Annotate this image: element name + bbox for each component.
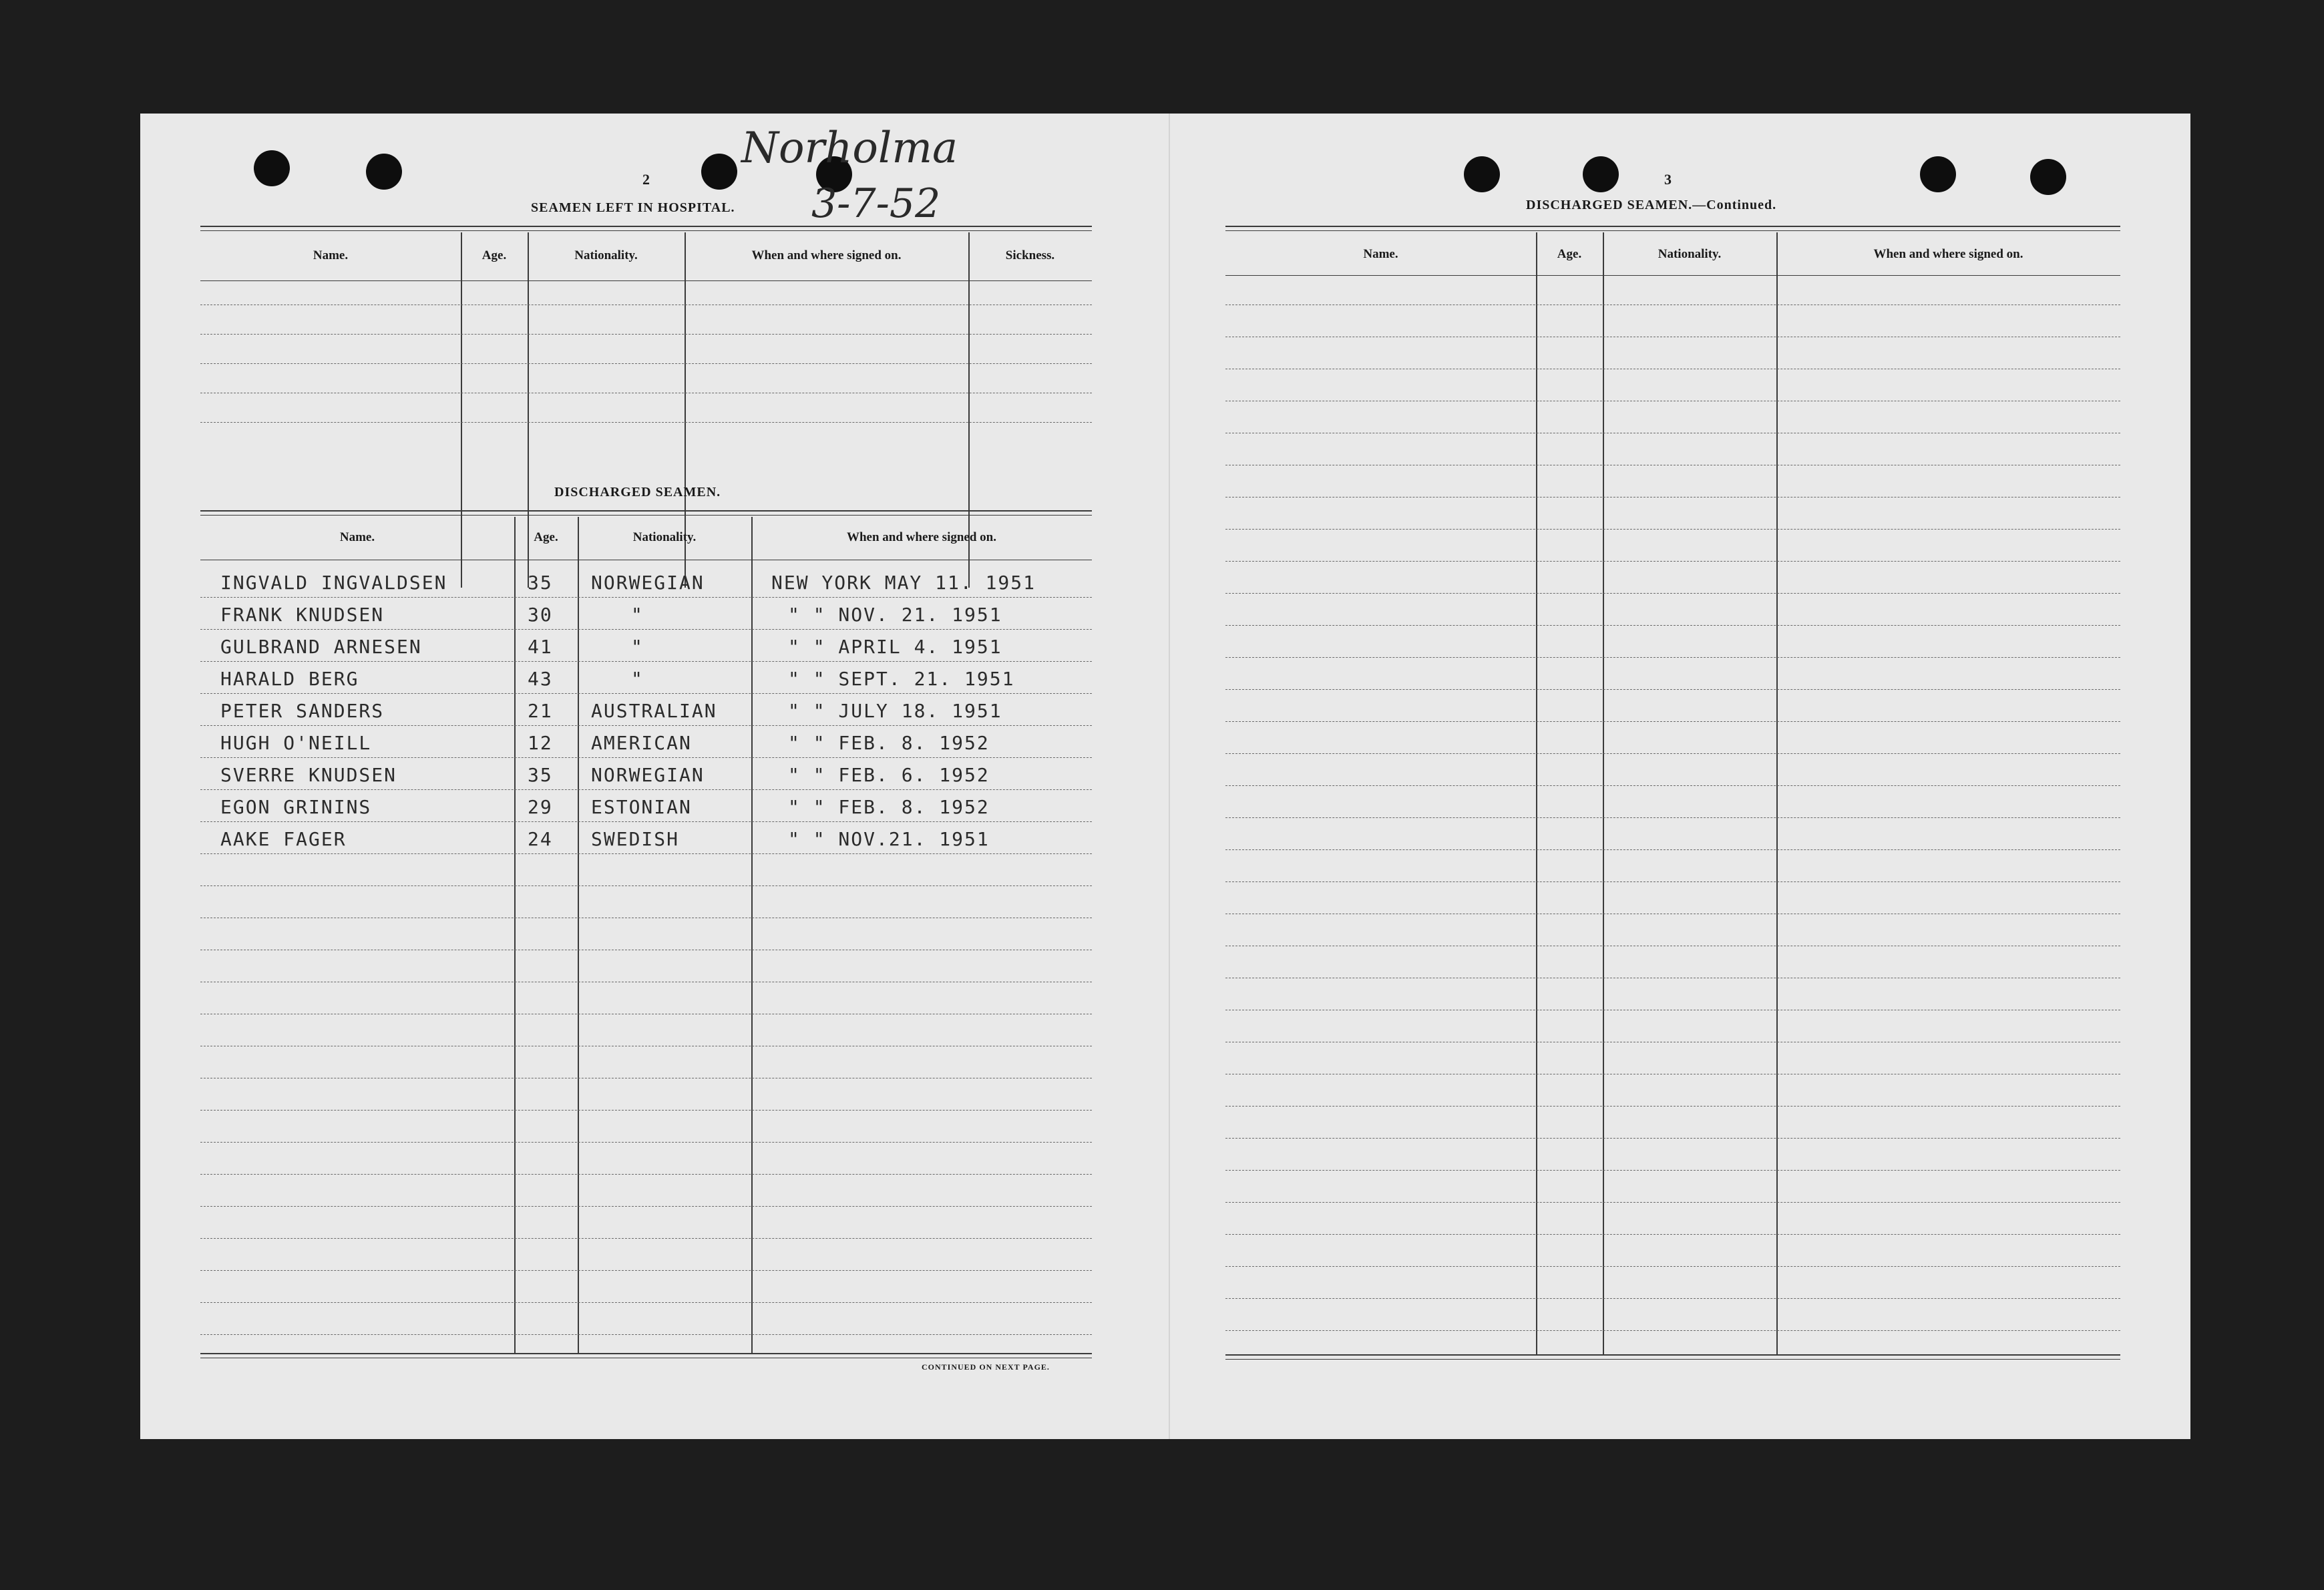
continued-note: CONTINUED ON NEXT PAGE. [922,1362,1050,1372]
row-3-signed-on: " " APRIL 4. 1951 [788,636,1002,658]
row-8-age: 29 [528,796,553,818]
col-header-age: Age. [534,530,558,544]
discharged-continued-table [1225,226,2120,1356]
page-number-left: 2 [642,171,650,188]
discharged-continued-title: DISCHARGED SEAMEN.—Continued. [1526,198,1777,212]
row-2-nationality: " [631,604,644,626]
row-6-nationality: AMERICAN [591,732,692,754]
row-4-nationality: " [631,668,644,690]
record-sheet [140,114,2190,1439]
col-header-age: Age. [481,248,507,262]
row-8-name: EGON GRININS [220,796,372,818]
row-7-signed-on: " " FEB. 6. 1952 [788,764,990,786]
col-header-nationality: Nationality. [1658,247,1722,261]
punch-hole [366,154,402,190]
col-header-name: Name. [339,530,375,544]
punch-hole [1920,156,1956,192]
row-4-signed-on: " " SEPT. 21. 1951 [788,668,1015,690]
col-header-age: Age. [1557,247,1582,261]
row-9-age: 24 [528,828,553,850]
col-header-signed-on: When and where signed on. [846,530,996,544]
row-3-nationality: " [631,636,644,658]
row-3-name: GULBRAND ARNESEN [220,636,422,658]
row-7-name: SVERRE KNUDSEN [220,764,397,786]
row-7-nationality: NORWEGIAN [591,764,705,786]
row-7-age: 35 [528,764,553,786]
row-6-signed-on: " " FEB. 8. 1952 [788,732,990,754]
row-2-age: 30 [528,604,553,626]
row-4-name: HARALD BERG [220,668,359,690]
hospital-section-title: SEAMEN LEFT IN HOSPITAL. [531,200,735,215]
row-9-name: AAKE FAGER [220,828,347,850]
col-header-name: Name. [313,248,349,262]
row-8-nationality: ESTONIAN [591,796,692,818]
handwritten-date: 3-7-52 [811,180,941,227]
row-6-name: HUGH O'NEILL [220,732,372,754]
col-header-nationality: Nationality. [632,530,697,544]
row-4-age: 43 [528,668,553,690]
row-1-age: 35 [528,572,553,594]
row-1-signed-on: NEW YORK MAY 11. 1951 [771,572,1036,594]
punch-hole [254,150,290,186]
handwritten-ship-name: Norholma [741,124,958,173]
discharged-table [200,510,1092,1354]
discharged-section-title: DISCHARGED SEAMEN. [554,485,721,500]
page-fold [1169,114,1170,1439]
row-8-signed-on: " " FEB. 8. 1952 [788,796,990,818]
row-5-signed-on: " " JULY 18. 1951 [788,700,1002,722]
row-1-nationality: NORWEGIAN [591,572,705,594]
col-header-name: Name. [1363,247,1398,261]
punch-hole [701,154,737,190]
punch-hole [1583,156,1619,192]
col-header-signed-on: When and where signed on. [1873,247,2023,261]
row-3-age: 41 [528,636,553,658]
punch-hole [2030,159,2066,195]
col-header-signed-on: When and where signed on. [751,248,902,262]
row-9-signed-on: " " NOV.21. 1951 [788,828,990,850]
row-2-signed-on: " " NOV. 21. 1951 [788,604,1002,626]
row-5-name: PETER SANDERS [220,700,385,722]
row-5-age: 21 [528,700,553,722]
col-header-nationality: Nationality. [574,248,638,262]
punch-hole [1464,156,1500,192]
row-2-name: FRANK KNUDSEN [220,604,385,626]
row-6-age: 12 [528,732,553,754]
col-header-sickness: Sickness. [1005,248,1055,262]
row-5-nationality: AUSTRALIAN [591,700,717,722]
row-9-nationality: SWEDISH [591,828,680,850]
page-number-right: 3 [1664,171,1672,188]
row-1-name: INGVALD INGVALDSEN [220,572,447,594]
